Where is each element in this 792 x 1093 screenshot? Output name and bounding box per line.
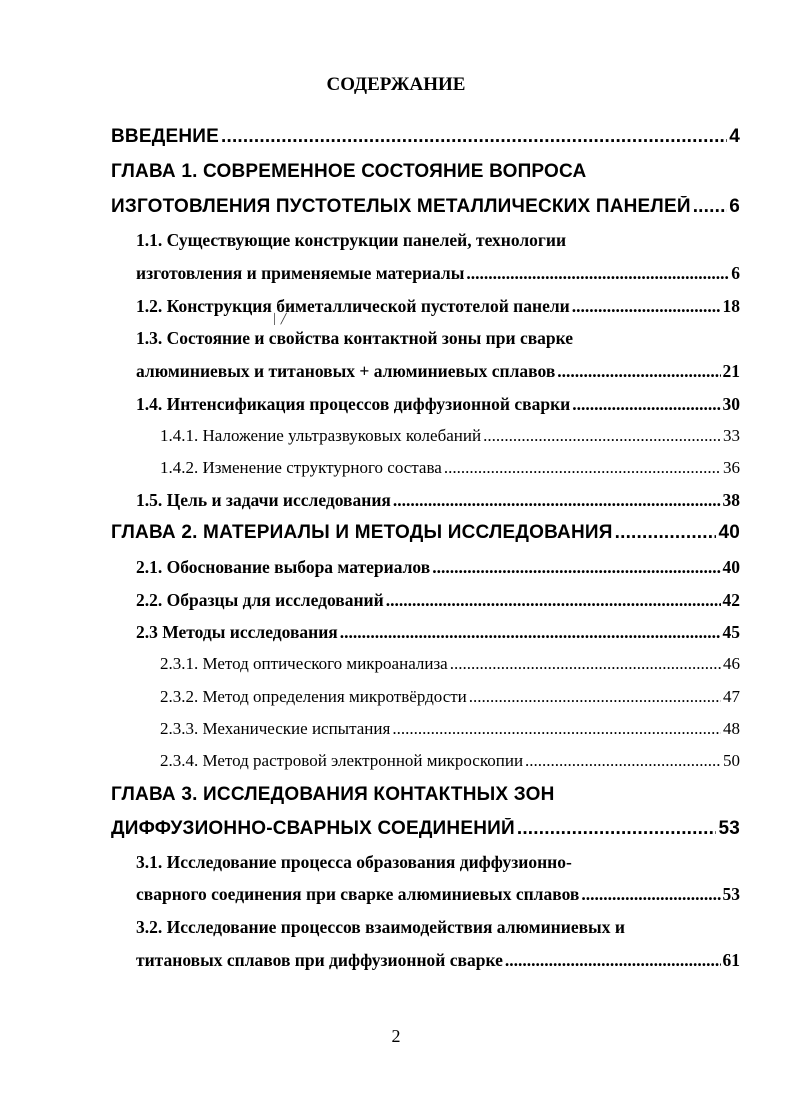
leader-dots (557, 361, 720, 382)
toc-entry-chapter-2[interactable] (111, 522, 740, 544)
toc-entry-2-3-4[interactable] (160, 751, 740, 771)
toc-entry-text: 2.3.4. Метод растровой электронной микроскопии (160, 751, 524, 770)
leader-dots (393, 490, 721, 511)
toc-page-number: 40 (722, 557, 740, 577)
toc-entry-text: ИЗГОТОВЛЕНИЯ ПУСТОТЕЛЫХ МЕТАЛЛИЧЕСКИХ ПАНЕЛЕЙ (111, 196, 691, 217)
leader-dots (432, 557, 720, 578)
toc-entry-text: 3.2. Исследование процессов взаимодействия алюминиевых и (136, 917, 625, 937)
toc-entry-3-1[interactable] (136, 852, 740, 873)
leader-dots (221, 126, 727, 148)
toc-entry-text: 2.3.2. Метод определения микротвёрдости (160, 687, 467, 706)
toc-entry-text: титановых сплавов при диффузионной сварке (136, 950, 503, 970)
toc-entry-2-3-3[interactable] (160, 719, 740, 739)
toc-entry-text: ГЛАВА 1. СОВРЕМЕННОЕ СОСТОЯНИЕ ВОПРОСА (111, 161, 587, 182)
toc-entry-text: ВВЕДЕНИЕ (111, 126, 219, 147)
leader-dots (572, 394, 720, 415)
toc-entry-text: 2.3 Методы исследования (136, 622, 338, 642)
toc-page-number: 61 (722, 950, 740, 970)
toc-entry-1-2[interactable] (136, 296, 740, 317)
toc-page-number: 6 (731, 263, 740, 283)
toc-entry-1-4[interactable] (136, 394, 740, 415)
toc-entry-1-1[interactable] (136, 230, 740, 251)
toc-entry-text: сварного соединения при сварке алюминиевых сплавов (136, 884, 580, 904)
leader-dots (469, 687, 721, 707)
toc-entry-text: 1.4.2. Изменение структурного состава (160, 458, 442, 477)
toc-entry-text: 2.2. Образцы для исследований (136, 590, 384, 610)
toc-page-number: 4 (729, 126, 740, 147)
toc-page-number: 48 (723, 719, 740, 738)
toc-entry-1-4-2[interactable] (160, 458, 740, 478)
leader-dots (517, 818, 717, 840)
leader-dots (483, 426, 721, 446)
toc-entry-text: 1.4. Интенсификация процессов диффузионной сварки (136, 394, 571, 414)
toc-entry-chapter-1[interactable] (111, 161, 740, 183)
toc-entry-1-3-cont[interactable] (136, 361, 740, 382)
leader-dots (505, 950, 721, 971)
toc-entry-chapter-1-cont[interactable] (111, 196, 740, 218)
toc-entry-text: ДИФФУЗИОННО-СВАРНЫХ СОЕДИНЕНИЙ (111, 818, 515, 839)
toc-page-number: 53 (722, 884, 740, 904)
leader-dots (450, 654, 721, 674)
leader-dots (444, 458, 721, 478)
toc-entry-1-5[interactable] (136, 490, 740, 511)
leader-dots (466, 263, 729, 284)
toc-page-number: 30 (722, 394, 740, 414)
leader-dots (340, 622, 721, 643)
toc-page-number: 33 (723, 426, 740, 445)
toc-entry-text: 1.2. Конструкция биметаллической пустотелой панели (136, 296, 570, 316)
toc-entry-chapter-3[interactable] (111, 784, 740, 806)
toc-entry-3-2[interactable] (136, 917, 740, 938)
toc-entry-text: 2.3.3. Механические испытания (160, 719, 391, 738)
leader-dots (572, 296, 721, 317)
toc-page-number: 45 (722, 622, 740, 642)
toc-entry-2-1[interactable] (136, 557, 740, 578)
toc-entry-text: 1.5. Цель и задачи исследования (136, 490, 391, 510)
toc-page-number: 21 (722, 361, 740, 381)
toc-entry-1-4-1[interactable] (160, 426, 740, 446)
toc-entry-text: 2.3.1. Метод оптического микроанализа (160, 654, 448, 673)
page-title: СОДЕРЖАНИЕ (326, 74, 466, 95)
toc-page-number: 47 (723, 687, 740, 706)
toc-entry-2-3-1[interactable] (160, 654, 740, 674)
toc-entry-text: ГЛАВА 3. ИССЛЕДОВАНИЯ КОНТАКТНЫХ ЗОН (111, 784, 555, 805)
toc-page-number: 18 (722, 296, 740, 316)
toc-entry-text: ГЛАВА 2. МАТЕРИАЛЫ И МЕТОДЫ ИССЛЕДОВАНИЯ (111, 522, 613, 543)
toc-entry-introduction[interactable] (111, 126, 740, 148)
leader-dots (386, 590, 721, 611)
toc-page-number: 36 (723, 458, 740, 477)
toc-entry-text: 1.3. Состояние и свойства контактной зоны при сварке (136, 328, 574, 348)
toc-entry-2-3-2[interactable] (160, 687, 740, 707)
toc-page-number: 6 (729, 196, 740, 217)
toc-entry-text: 2.1. Обоснование выбора материалов (136, 557, 431, 577)
toc-entry-2-3[interactable] (136, 622, 740, 643)
toc-page-number: 38 (722, 490, 740, 510)
toc-entry-text: 3.1. Исследование процесса образования диффузионно- (136, 852, 572, 872)
toc-entry-1-3[interactable] (136, 328, 740, 349)
leader-dots (392, 719, 721, 739)
toc-page-number: 53 (718, 818, 740, 839)
toc-entry-chapter-3-cont[interactable] (111, 818, 740, 840)
toc-entry-3-1-cont[interactable] (136, 884, 740, 905)
scan-mark: │ ╱ (271, 314, 287, 325)
toc-entry-3-2-cont[interactable] (136, 950, 740, 971)
leader-dots (525, 751, 721, 771)
leader-dots (581, 884, 720, 905)
toc-page-number: 46 (723, 654, 740, 673)
toc-entry-text: 1.1. Существующие конструкции панелей, технологии (136, 230, 567, 250)
toc-entry-text: 1.4.1. Наложение ультразвуковых колебаний (160, 426, 482, 445)
toc-page-number: 42 (722, 590, 740, 610)
leader-dots (615, 522, 717, 544)
toc-page-number: 40 (718, 522, 740, 543)
toc-page-number: 50 (723, 751, 740, 770)
page-number: 2 (391, 1026, 401, 1046)
toc-entry-text: алюминиевых и титановых + алюминиевых сплавов (136, 361, 556, 381)
leader-dots (693, 196, 728, 218)
toc-entry-1-1-cont[interactable] (136, 263, 740, 284)
toc-entry-2-2[interactable] (136, 590, 740, 611)
toc-entry-text: изготовления и применяемые материалы (136, 263, 465, 283)
